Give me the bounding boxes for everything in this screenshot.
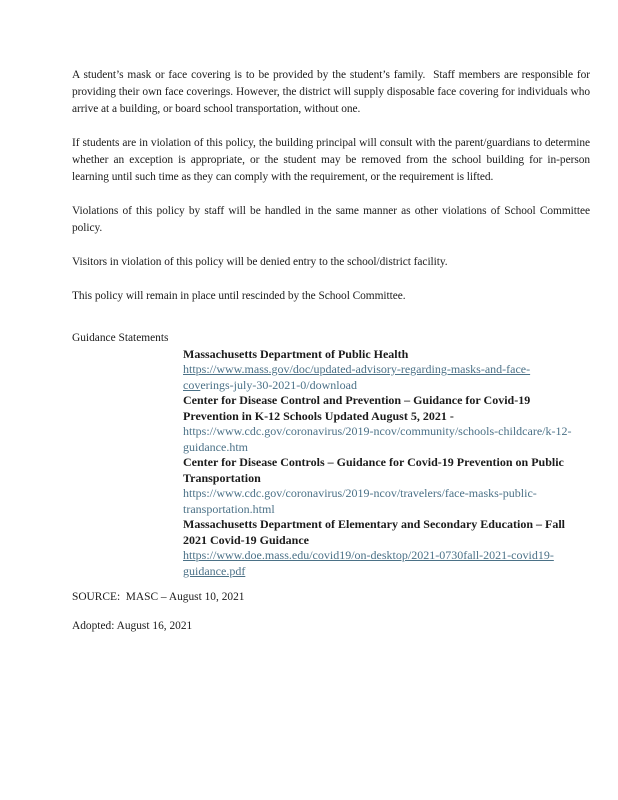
resource-link-line[interactable]: https://www.mass.gov/doc/updated-advisory-regarding-masks-and-face- bbox=[183, 362, 531, 376]
resource-title-line: Massachusetts Department of Public Health bbox=[183, 346, 409, 361]
resource-link-line[interactable] bbox=[183, 378, 563, 394]
resource-title-line: Massachusetts Department of Elementary and Secondary Education – Fall bbox=[183, 517, 565, 531]
paragraph-mask-provision: A student’s mask or face covering is to be provided by the student’s family. Staff members are responsible for providing their own face coverings. However, the district will supply disposable face covering for individuals who arrive at a building, or board school transportation, without one. bbox=[72, 69, 593, 115]
resource-link-line[interactable]: https://www.doe.mass.edu/covid19/on-desktop/2021-0730fall-2021-covid19- bbox=[183, 548, 554, 562]
adopted-line: Adopted: August 16, 2021 bbox=[72, 620, 193, 632]
resource-link-line[interactable]: guidance.htm bbox=[183, 439, 248, 454]
resource-link-plain-part[interactable]: erings-july-30-2021-0/download bbox=[200, 377, 357, 392]
guidance-statements-label: Guidance Statements bbox=[72, 332, 169, 344]
resource-link-underlined-part[interactable]: cov bbox=[183, 377, 201, 392]
guidance-resources-list bbox=[183, 346, 572, 580]
resource-title-line: Transportation bbox=[183, 470, 261, 485]
resource-link-line[interactable]: transportation.html bbox=[183, 501, 275, 516]
resource-title-line: 2021 Covid-19 Guidance bbox=[183, 532, 310, 547]
resource-link-line[interactable]: https://www.cdc.gov/coronavirus/2019-ncov/community/schools-childcare/k-12- bbox=[183, 424, 572, 438]
paragraph-staff-violation: Violations of this policy by staff will be handled in the same manner as other violations of School Committee policy. bbox=[72, 205, 593, 234]
paragraph-student-violation: If students are in violation of this policy, the building principal will consult with the parent/guardians to determine whether an exception is appropriate, or the student may be removed from the school building for in-person learning until such time as they can comply with the requirement, or the requirement is lifted. bbox=[72, 137, 593, 183]
paragraph-visitor-violation: Visitors in violation of this policy will be denied entry to the school/district facility. bbox=[72, 256, 448, 268]
resource-link-line[interactable]: https://www.cdc.gov/coronavirus/2019-ncov/travelers/face-masks-public- bbox=[183, 486, 537, 500]
paragraph-policy-duration: This policy will remain in place until rescinded by the School Committee. bbox=[72, 290, 406, 302]
resource-title-line: Center for Disease Controls – Guidance for Covid-19 Prevention on Public bbox=[183, 455, 564, 469]
resource-title-line: Center for Disease Control and Prevention – Guidance for Covid-19 bbox=[183, 393, 531, 407]
resource-title-line: Prevention in K-12 Schools Updated August 5, 2021 - bbox=[183, 408, 454, 423]
resource-link-line[interactable]: guidance.pdf bbox=[183, 563, 246, 578]
source-line: SOURCE: MASC – August 10, 2021 bbox=[72, 591, 245, 603]
